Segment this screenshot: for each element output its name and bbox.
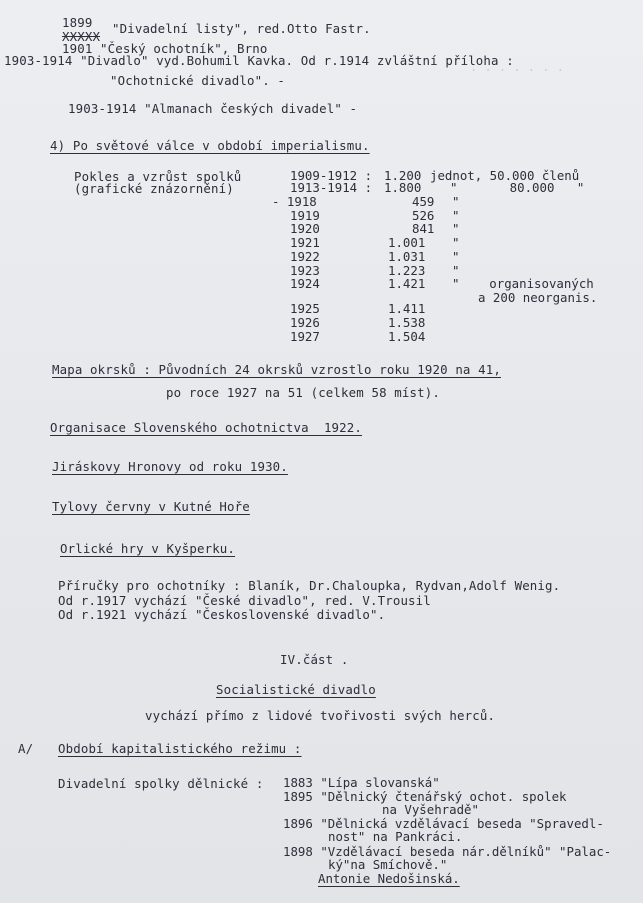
table-row: 526 bbox=[412, 208, 435, 223]
table-row: 1926 bbox=[290, 315, 320, 330]
table-row: 1921 bbox=[290, 235, 320, 250]
table-row: 1.421 bbox=[388, 276, 426, 291]
list-item: 1895 "Dělnický čtenářský ochot. spolek bbox=[283, 789, 567, 804]
part-4-title: IV.část . bbox=[280, 652, 349, 667]
list-item: 1883 "Lípa slovanská" bbox=[283, 775, 440, 790]
section-a-marker: A/ bbox=[18, 741, 34, 756]
table-row: 1920 bbox=[290, 221, 320, 236]
prirucky-line-3: Od r.1921 vychází "Československé divadlo". bbox=[58, 607, 386, 622]
table-row: " bbox=[452, 221, 460, 236]
tylovy-line: Tylovy červny v Kutné Hoře bbox=[52, 499, 250, 514]
list-item: Antonie Nedošinská. bbox=[318, 871, 460, 886]
table-row: 1924 bbox=[290, 276, 320, 291]
part-4-lead: vychází přímo z lidové tvořivosti svých herců. bbox=[145, 708, 496, 723]
mapa-line-2: po roce 1927 na 51 (celkem 58 míst). bbox=[166, 385, 440, 400]
table-row: 1.223 bbox=[388, 263, 426, 278]
table-row: 459 bbox=[412, 194, 435, 209]
table-row: 1909-1912 : bbox=[290, 168, 373, 183]
orlicke-line: Orlické hry v Kyšperku. bbox=[60, 541, 236, 556]
prirucky-line-2: Od r.1917 vychází "České divadlo", red. V.Trousil bbox=[58, 593, 431, 608]
table-row: jednot, 50.000 členů bbox=[430, 168, 580, 183]
section-a-heading: Období kapitalistického režimu : bbox=[58, 741, 302, 756]
spolky-label: Divadelní spolky dělnické : bbox=[58, 776, 264, 791]
hronovy-line: Jiráskovy Hronovy od roku 1930. bbox=[52, 459, 288, 474]
mapa-line-1 bbox=[52, 363, 501, 377]
table-row: " bbox=[452, 249, 460, 264]
list-item: nost" na Pankráci. bbox=[328, 829, 463, 844]
table-row: 841 bbox=[412, 221, 435, 236]
table-row: 1919 bbox=[290, 208, 320, 223]
divadlo-line: 1903-1914 "Divadlo" vyd.Bohumil Kavka. Od r.1914 zvláštní příloha : bbox=[4, 53, 514, 68]
table-row: " bbox=[452, 194, 460, 209]
graficke-label: (grafické znázornění) bbox=[74, 181, 234, 196]
cesky-ochotnik-line: 1901 "Český ochotník", Brno bbox=[62, 41, 268, 56]
list-item: na Vyšehradě" bbox=[382, 802, 479, 817]
table-row: 1.538 bbox=[388, 315, 426, 330]
table-row: 1925 bbox=[290, 301, 320, 316]
organisace-line: Organisace Slovenského ochotnictva 1922. bbox=[50, 420, 363, 435]
prirucky-line-1: Příručky pro ochotníky : Blaník, Dr.Chaloupka, Rydvan,Adolf Wenig. bbox=[58, 578, 561, 593]
list-item: 1898 "Vzdělávací beseda nár.dělníků" "Palac- bbox=[283, 844, 612, 859]
table-row: 1922 bbox=[290, 249, 320, 264]
table-row: a 200 neorganis. bbox=[478, 290, 598, 305]
almanach-line: 1903-1914 "Almanach českých divadel" - bbox=[68, 101, 358, 116]
bleed-through: . . . . . . . bbox=[470, 60, 564, 74]
table-row: 1.001 bbox=[388, 235, 426, 250]
pokles-label: Pokles a vzrůst spolků bbox=[74, 169, 242, 184]
table-row: 1.031 bbox=[388, 249, 426, 264]
divadelni-listy-line: "Divadelní listy", red.Otto Fastr. bbox=[112, 21, 371, 36]
table-row: 1923 bbox=[290, 263, 320, 278]
table-row: " bbox=[452, 263, 460, 278]
table-row: " bbox=[452, 235, 460, 250]
mapa-lead: Mapa okrsků : Původních 24 okrsků vzrostlo roku 1920 na 41, bbox=[52, 362, 501, 377]
struck-text: XXXXX bbox=[62, 29, 101, 44]
table-row: 1.200 bbox=[384, 168, 422, 183]
table-row: 1927 bbox=[290, 329, 320, 344]
list-item: ký"na Smíchově." bbox=[328, 857, 448, 872]
list-item: 1896 "Dělnická vzdělávací beseda "Spravedl- bbox=[283, 816, 604, 831]
table-row: 1.800 bbox=[384, 180, 422, 195]
table-row: - 1918 bbox=[272, 194, 317, 209]
table-row: 1913-1914 : bbox=[290, 180, 373, 195]
ochotnicke-divadlo-line: "Ochotnické divadlo". - bbox=[110, 73, 286, 88]
table-row: " bbox=[452, 208, 460, 223]
year-1899: 1899 bbox=[62, 15, 93, 30]
table-row: " 80.000 " bbox=[450, 180, 585, 195]
table-row: 1.411 bbox=[388, 301, 426, 316]
section-4-heading: 4) Po světové válce v období imperialismu. bbox=[50, 138, 370, 153]
table-row: 1.504 bbox=[388, 329, 426, 344]
table-row: " organisovaných bbox=[452, 276, 594, 291]
part-4-subtitle: Socialistické divadlo bbox=[216, 682, 376, 697]
